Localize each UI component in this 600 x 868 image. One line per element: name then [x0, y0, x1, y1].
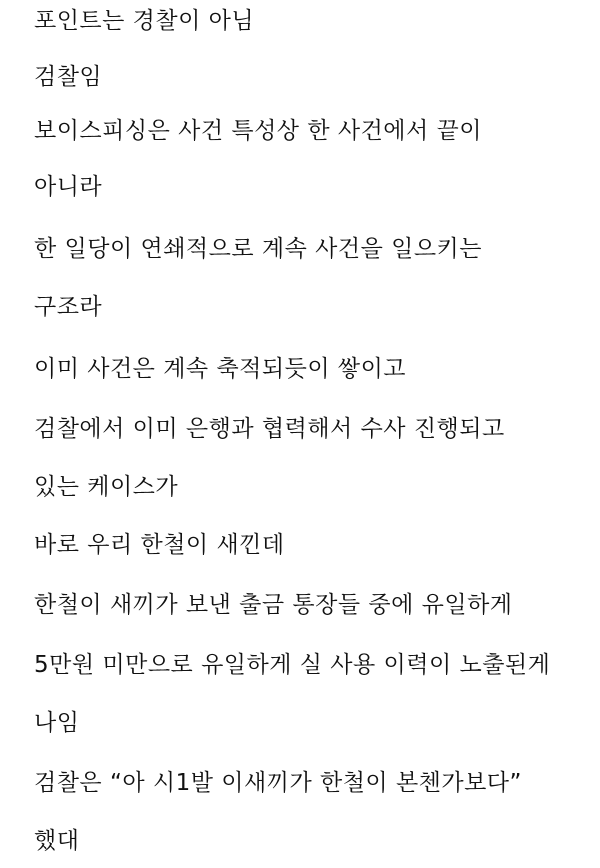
text-line: 했대: [34, 828, 80, 854]
text-line: 검찰은 “아 시1발 이새끼가 한철이 본첸가보다”: [34, 770, 522, 796]
text-line: 검찰에서 이미 은행과 협력해서 수사 진행되고: [34, 416, 505, 442]
text-line: 바로 우리 한철이 새낀데: [34, 532, 285, 558]
text-line: 아니라: [34, 174, 103, 200]
text-line: 구조라: [34, 294, 103, 320]
text-line: 나임: [34, 710, 80, 736]
text-line: 있는 케이스가: [34, 474, 179, 500]
text-line: 한 일당이 연쇄적으로 계속 사건을 일으키는: [34, 236, 482, 262]
text-line: 5만원 미만으로 유일하게 실 사용 이력이 노출된게: [34, 652, 551, 678]
text-line: 보이스피싱은 사건 특성상 한 사건에서 끝이: [34, 118, 482, 144]
text-line: 포인트는 경찰이 아님: [34, 8, 255, 34]
text-line: 한철이 새끼가 보낸 출금 통장들 중에 유일하게: [34, 592, 513, 618]
text-line: 검찰임: [34, 64, 103, 90]
text-line: 이미 사건은 계속 축적되듯이 쌓이고: [34, 356, 407, 382]
